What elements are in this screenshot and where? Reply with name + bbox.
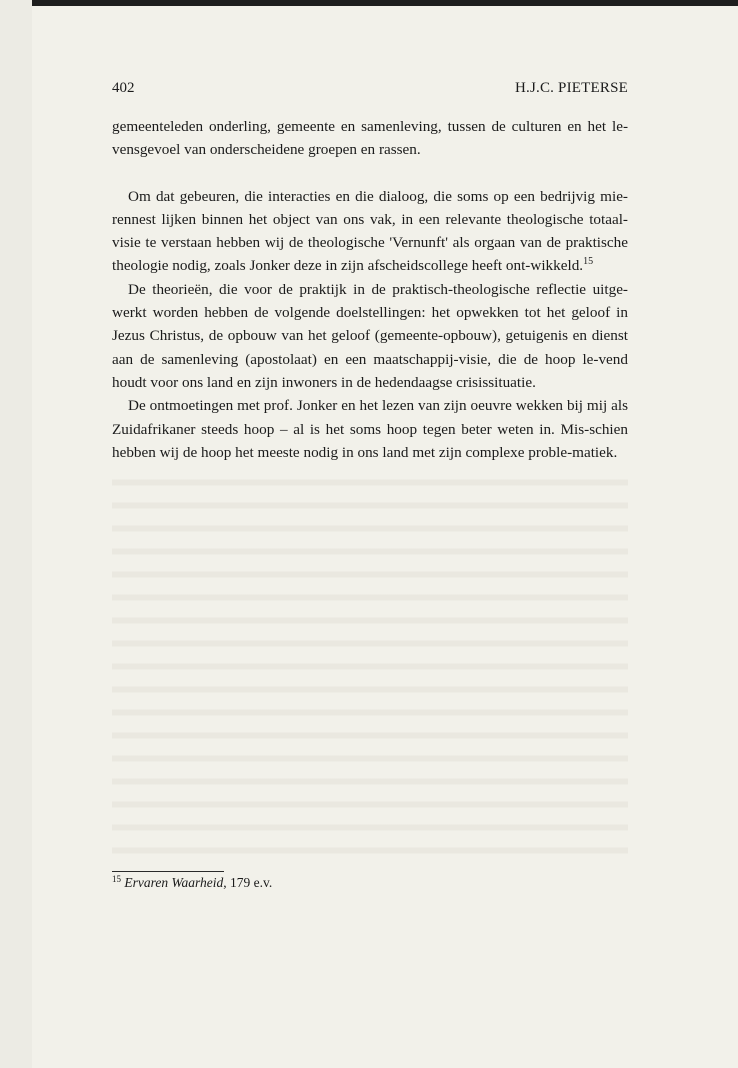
paragraph-1-text: gemeenteleden onderling, gemeente en samenleving, tussen de culturen en het le-vensgevoel van onderscheidene groepen en rassen. <box>112 118 628 159</box>
footnote-number: 15 <box>112 874 121 884</box>
paragraph-4 <box>112 394 628 464</box>
paragraph-3 <box>112 278 628 394</box>
footnote-reference: 15 <box>583 256 594 268</box>
paragraph-1 <box>112 115 628 162</box>
footnote-title: Ervaren Waarheid <box>124 875 224 890</box>
paragraph-4-text: De ontmoetingen met prof. Jonker en het lezen van zijn oeuvre wekken bij mij als Zuidafrikaner steeds hoop – al is het soms hoop tegen beter weten in. Mis-schien hebben wij de hoop het meeste nodig in ons land met zijn complexe proble-matiek. <box>112 397 628 461</box>
footnote <box>112 873 628 893</box>
bleed-through-texture <box>112 470 628 860</box>
footnote-divider <box>112 871 224 872</box>
paragraph-3-text: De theorieën, die voor de praktijk in de praktisch-theologische reflectie uitge-werkt worden hebben de volgende doelstellingen: het opwekken tot het geloof in Jezus Christus, de opbouw van het geloof (gemeente-opbouw), getuigenis en dienst aan de samenleving (apostolaat) en een maatschappij-visie, die de hoop le-vend houdt voor ons land en zijn inwoners in de hedendaagse crisissituatie. <box>112 280 628 391</box>
running-head-author: H.J.C. PIETERSE <box>514 80 628 96</box>
body-text <box>112 115 628 464</box>
page-number: 402 <box>112 80 135 96</box>
paragraph-2-text: Om dat gebeuren, die interacties en die dialoog, die soms op een bedrijvig mie-rennest lijken binnen het object van ons vak, in een relevante theologische totaal-visie te verstaan hebben wij de theologische 'Vernunft' als orgaan van de praktische theologie nodig, zoals Jonker deze in zijn afscheidscollege heeft ont-wikkeld. <box>112 187 628 275</box>
page-left-margin <box>0 0 32 1068</box>
footnote-rest: , 179 e.v. <box>223 875 273 890</box>
paragraph-2 <box>112 185 628 278</box>
